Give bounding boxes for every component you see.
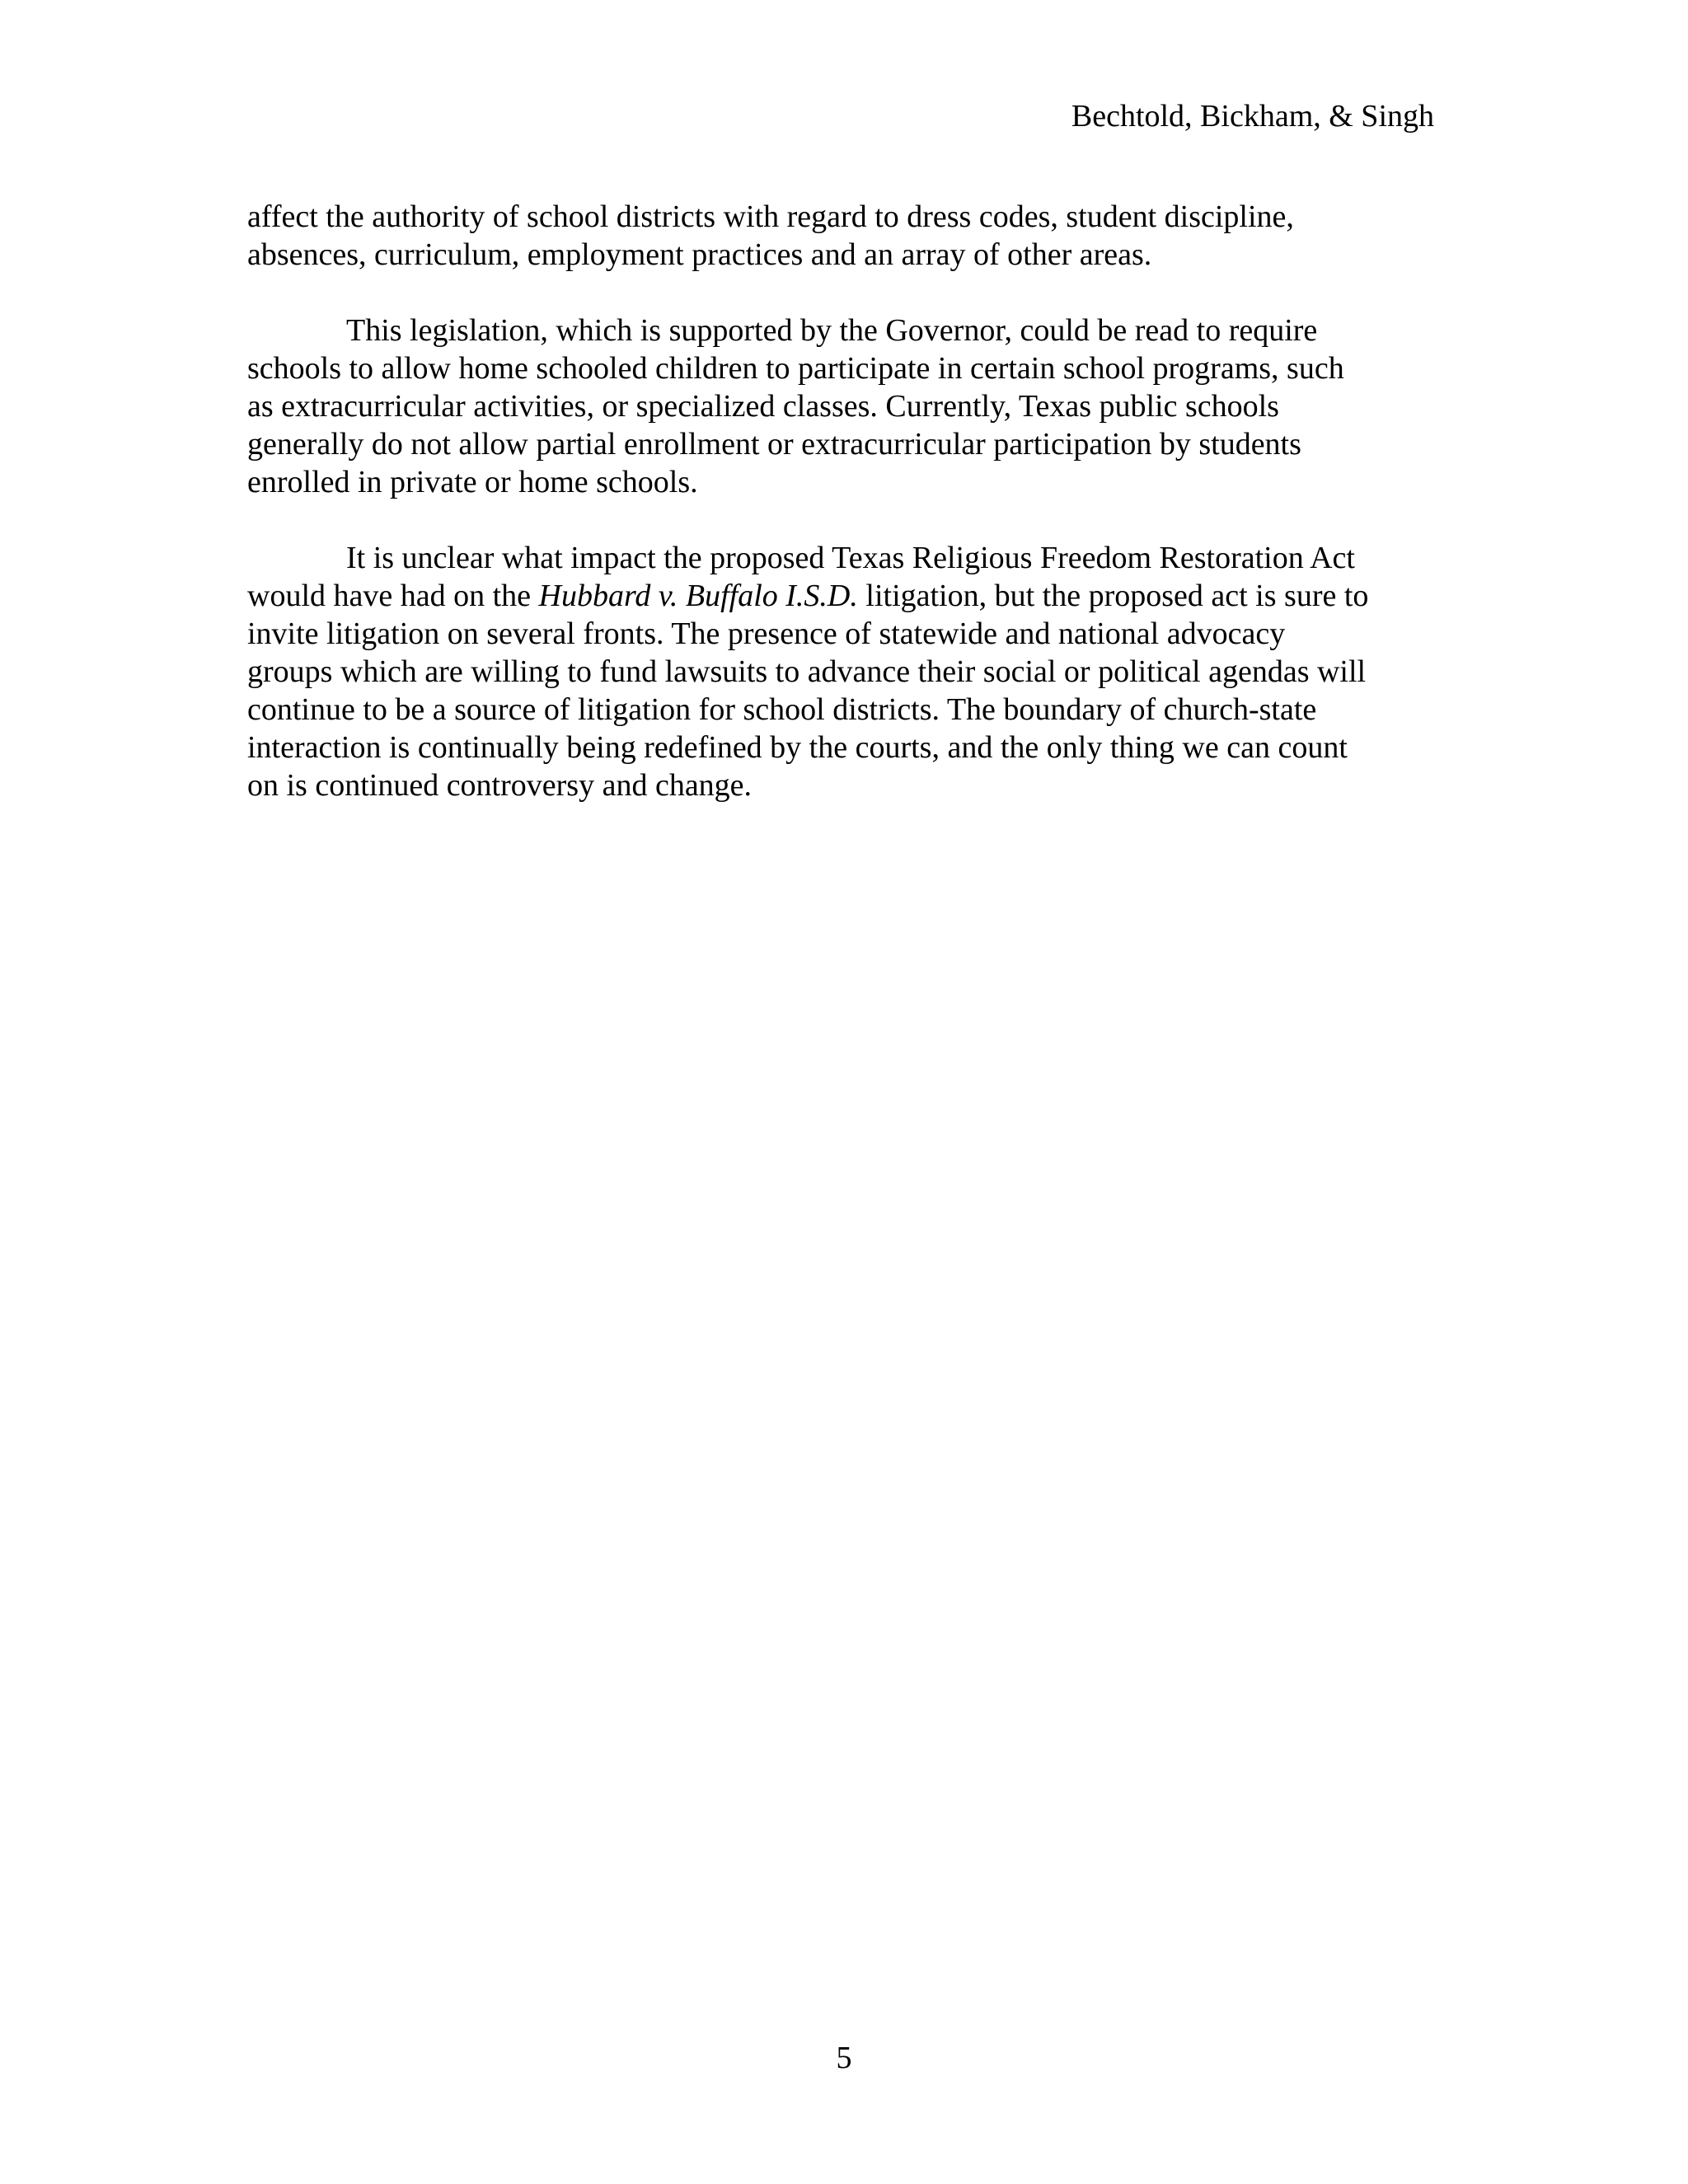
text-line: absences, curriculum, employment practices and an array of other areas.	[247, 237, 1152, 272]
text-line: on is continued controversy and change.	[247, 768, 753, 803]
page-number: 5	[836, 2041, 852, 2075]
text-line: interaction is continually being redefined by the courts, and the only thing we can count	[247, 730, 1348, 765]
document-body	[247, 198, 1442, 842]
text-line: It is unclear what impact the proposed Texas Religious Freedom Restoration Act	[346, 541, 1355, 575]
text-line-with-case-name	[247, 577, 1442, 615]
text-line: This legislation, which is supported by the Governor, could be read to require	[346, 313, 1318, 348]
text-line: continue to be a source of litigation for school districts. The boundary of church-state	[247, 692, 1317, 727]
text-segment: would have had on the	[247, 579, 539, 613]
paragraph-1	[247, 198, 1442, 274]
text-line: invite litigation on several fronts. The presence of statewide and national advocacy	[247, 616, 1286, 651]
text-line: groups which are willing to fund lawsuits to advance their social or political agendas will	[247, 654, 1367, 689]
text-line: affect the authority of school districts with regard to dress codes, student discipline,	[247, 199, 1294, 234]
text-line: generally do not allow partial enrollment or extracurricular participation by students	[247, 427, 1301, 462]
text-segment: litigation, but the proposed act is sure to	[857, 579, 1369, 613]
case-name-italic: Hubbard v. Buffalo I.S.D.	[538, 579, 858, 613]
running-header-authors: Bechtold, Bickham, & Singh	[1071, 99, 1434, 134]
text-line: as extracurricular activities, or specialized classes. Currently, Texas public schools	[247, 389, 1279, 424]
text-line: enrolled in private or home schools.	[247, 465, 698, 499]
text-line: schools to allow home schooled children to participate in certain school programs, such	[247, 351, 1344, 386]
paragraph-3	[247, 539, 1442, 804]
paragraph-2	[247, 312, 1442, 501]
